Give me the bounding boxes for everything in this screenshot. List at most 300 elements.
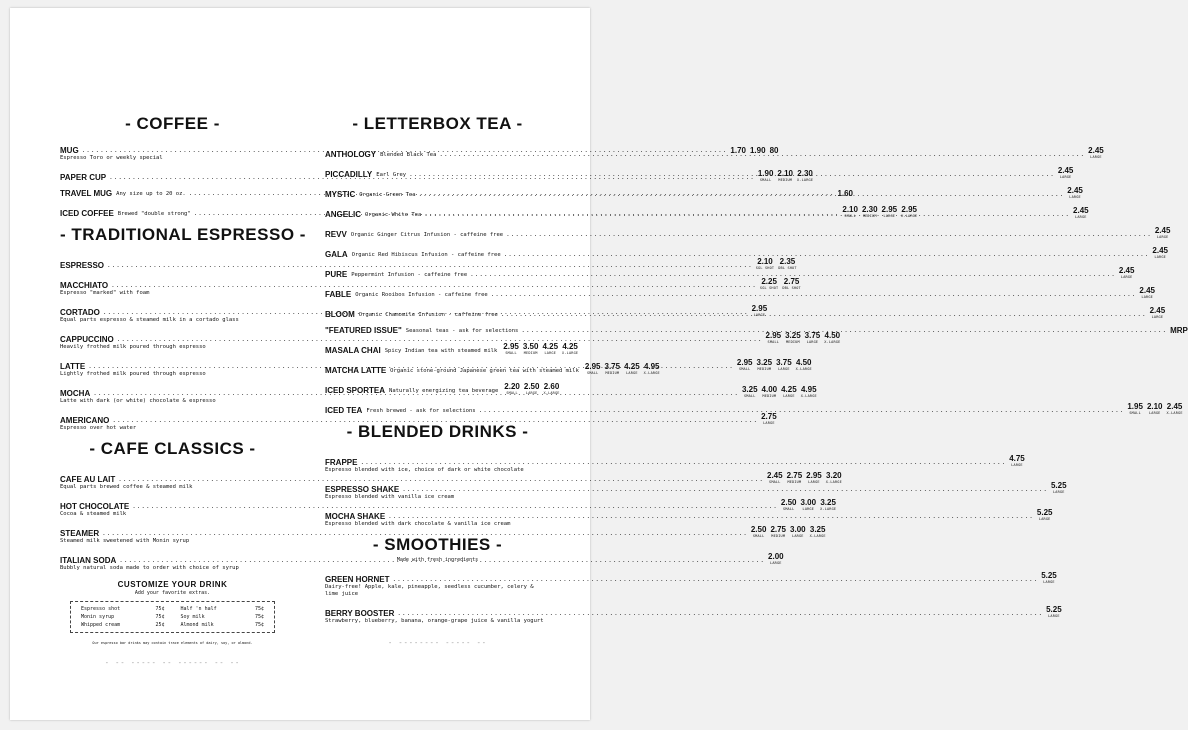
price-value: 2.30 [797,169,813,178]
price-cell [644,362,660,375]
price-value: 5.25 [1036,508,1053,517]
price-value: 2.10 [1146,402,1163,411]
price-value: 2.45 [1118,266,1135,275]
size-label: MEDIUM [778,178,793,182]
item-name: ANTHOLOGY [325,150,377,159]
price-value: 2.50 [523,382,540,391]
price-value: 80 [769,146,779,155]
size-label: X-LARGE [901,214,918,218]
item-line [325,342,579,355]
price-cell [1170,326,1188,335]
size-label: LARGE [783,394,795,398]
size-label: LARGE [792,534,804,538]
price-cell [1139,286,1155,299]
menu-item-featured-issue [325,326,1188,335]
item-prices [1058,166,1074,179]
item-line [60,277,801,290]
price-cell [1147,402,1163,415]
item-description-inline: Organic Chamomile Infusion - caffeine free [358,312,498,318]
price-value: 5.25 [1046,605,1062,614]
size-label: LARGE [1075,215,1087,219]
price-cell [1067,186,1083,199]
size-label: X-LARGE [809,534,826,538]
item-description-inline: Organic Rooibos Infusion - caffeine free [355,292,488,298]
price-value: 4.50 [795,358,812,367]
price-cell [1009,454,1025,467]
size-label: SMALL [752,534,765,538]
section-title-smoothies: - SMOOTHIES - [372,535,503,554]
extra-item [181,622,265,628]
size-label: LARGE [808,480,820,484]
size-label: MEDIUM [605,371,620,375]
item-name: CAFE AU LAIT [60,475,116,484]
item-description: Strawberry, blueberry, banana, orange-grape juice & vanilla yogurt [325,618,544,624]
price-value: 2.20 [504,382,520,391]
price-value: 4.95 [800,385,817,394]
item-description-inline: Earl Grey [376,172,407,178]
item-description: Heavily frothed milk poured through espresso [60,344,206,350]
price-cell [770,525,786,538]
dot-leader [397,610,1043,618]
item-line [60,257,797,270]
item-name: LATTE [60,362,86,371]
price-value: 3.50 [522,342,539,351]
price-cell [757,358,773,371]
item-name: "FEATURED ISSUE" [325,326,402,335]
customize-subtitle: Add your favorite extras. [134,590,211,596]
price-cell [543,382,559,395]
price-value: 5.25 [1050,481,1067,490]
size-label: LARGE [626,371,638,375]
price-cell [1051,481,1067,494]
price-cell [1167,402,1183,415]
item-name: MASALA CHAI [325,346,381,355]
dot-leader [424,211,1070,219]
size-label: X-LARGE [643,371,660,375]
size-label: SMALL [738,367,751,371]
item-description-inline: Organic stone-ground Japanese green tea with steamed milk [390,368,579,374]
dot-leader [479,407,1125,415]
price-value: 1.60 [837,189,854,198]
price-value: 3.75 [604,362,621,371]
price-value: 4.25 [781,385,797,394]
item-line [325,402,1183,415]
extra-price: 75¢ [155,606,165,612]
allergen-note: Our espresso bar drinks may contain trace elements of dairy, soy, or almond. [92,641,253,645]
menu-item-berry-booster [325,605,1062,625]
price-cell [1127,402,1143,415]
size-label: LARGE [1151,315,1164,319]
item-prices [1041,571,1057,584]
price-value: 2.45 [1154,226,1171,235]
item-name: HOT CHOCOLATE [60,502,130,511]
price-cell [542,342,558,355]
item-description: Equal parts brewed coffee & steamed milk [60,484,193,490]
size-label: X-LARGE [1166,411,1183,415]
item-prices [1119,266,1135,279]
size-label: X-LARGE [820,507,837,511]
menu-item-gala [325,246,1168,259]
size-label: LARGE [1154,255,1166,259]
dot-leader [419,191,1065,199]
size-label: LARGE [1053,490,1065,494]
price-cell [1152,246,1168,259]
item-name: MOCHA SHAKE [325,512,386,521]
customize-title: CUSTOMIZE YOUR DRINK [117,580,228,589]
item-prices [767,471,842,484]
price-value: 2.45 [1152,246,1168,255]
section-title-blended-drinks: - BLENDED DRINKS - [346,422,529,441]
item-name: CAPPUCCINO [60,335,114,344]
size-label: DBL SHOT [782,286,801,290]
item-name: BERRY BOOSTER [325,609,395,618]
price-value: MRP [1170,326,1188,335]
size-label: X-LARGE [543,391,560,395]
item-prices [1150,306,1166,319]
price-value: 3.00 [800,498,817,507]
item-description-inline: Naturally energizing tea beverage [389,388,499,394]
item-name: ESPRESSO SHAKE [325,485,400,494]
price-value: 4.25 [624,362,640,371]
item-prices [503,342,578,355]
size-label: MEDIUM [787,480,802,484]
extra-price: 75¢ [254,614,264,620]
extra-name: Almond milk [180,622,214,628]
price-cell [820,498,836,511]
dot-leader [470,271,1116,279]
size-label: MEDIUM [785,340,800,344]
price-value: 3.00 [790,525,806,534]
item-name: ICED COFFEE [60,209,114,218]
price-cell [1046,605,1062,618]
price-cell [801,498,817,511]
item-prices [585,362,660,375]
price-cell [1088,146,1104,159]
item-prices [737,358,812,371]
extra-price: 25¢ [155,622,165,628]
item-description: Espresso Toro or weekly special [60,155,163,161]
item-description: Bubbly natural soda made to order with choice of syrup [60,565,239,571]
price-value: 3.25 [820,498,836,507]
price-value: 2.50 [780,498,797,507]
price-cell [767,471,783,484]
item-prices [742,385,817,398]
menu-item-frappe [325,454,1025,474]
item-prices [1073,206,1089,219]
price-cell [768,552,784,565]
item-description-inline: Spicy Indian tea with steamed milk [384,348,498,354]
item-description: Espresso "marked" with foam [60,290,150,296]
price-value: 1.95 [1127,402,1143,411]
price-value: 3.25 [785,331,801,340]
item-name: CORTADO [60,308,100,317]
dot-leader [388,513,1034,521]
price-cell [742,385,758,398]
price-cell [1058,166,1074,179]
item-prices [781,498,836,511]
size-label: SMALL [767,340,780,344]
price-value: 2.45 [1073,206,1089,215]
section-title-cafe-classics: - CAFE CLASSICS - [89,439,256,458]
size-label: LARGE [1069,195,1081,199]
section-title-letterbox-tea: - LETTERBOX TEA - [352,114,523,133]
price-value: 2.45 [1139,286,1155,295]
item-description-inline: Blended Black Tea [380,152,437,158]
price-value: 2.95 [765,331,782,340]
item-description-inline: Organic Ginger Citrus Infusion - caffeine free [350,232,504,238]
item-line [60,525,826,538]
size-label: SMALL [743,394,756,398]
item-description-inline: Peppermint Infusion - caffeine free [351,272,468,278]
price-value: 2.75 [786,471,803,480]
item-name: MOCHA [60,389,91,398]
size-label: SMALL [505,351,517,355]
size-label: MEDIUM [757,367,772,371]
price-cell [762,385,778,398]
size-label: LARGE [778,367,790,371]
size-label: LARGE [1156,235,1169,239]
dot-leader [402,486,1048,494]
item-name: ANGELIC [325,210,361,219]
dot-leader [521,327,1167,335]
price-value: 2.30 [861,205,878,214]
extra-name: Espresso shot [81,606,121,612]
price-value: 2.95 [503,342,519,351]
item-prices [504,382,559,395]
extras-box [70,601,275,633]
price-value: 2.50 [750,525,767,534]
size-label: LARGE [1141,295,1153,299]
item-description-inline: Any size up to 20 oz. [116,191,186,197]
item-description: Espresso blended with vanilla ice cream [325,494,455,500]
item-description: Cocoa & steamed milk [60,511,127,517]
size-label: LARGE [1038,517,1051,521]
price-cell [751,525,767,538]
menu-item-espresso [60,257,797,270]
price-value: 2.75 [761,412,777,421]
size-label: SMALL [586,371,599,375]
size-label: SMALL [769,480,781,484]
price-value: 4.95 [643,362,660,371]
item-prices [751,525,826,538]
item-line [325,571,1057,584]
item-line [325,605,1062,618]
item-name: MATCHA LATTE [325,366,387,375]
price-cell [737,358,753,371]
item-name: PICCADILLY [325,170,373,179]
item-name: STEAMER [60,529,100,538]
item-name: ICED SPORTEA [325,386,386,395]
item-name: ITALIAN SODA [60,556,117,565]
price-value: 3.25 [741,385,758,394]
price-value: 2.95 [881,205,898,214]
extra-name: Whipped cream [81,622,121,628]
size-label: X-LARGE [824,340,841,344]
extra-item [81,614,165,620]
item-line [325,362,660,375]
price-cell [1041,571,1057,584]
size-label: LARGE [1120,275,1133,279]
price-value: 2.45 [1149,306,1166,315]
item-line [60,471,842,484]
size-label: LARGE [753,313,766,317]
item-description: Latte with dark (or white) chocolate & espresso [60,398,216,404]
item-prices [1009,454,1025,467]
price-cell [524,382,540,395]
item-name: BLOOM [325,310,355,319]
dot-leader [409,171,1055,179]
size-label: LARGE [883,214,896,218]
price-value: 2.95 [736,358,753,367]
size-label: LARGE [1011,463,1023,467]
dot-leader [506,231,1152,239]
item-prices [1139,286,1155,299]
section-title-traditional-espresso: - TRADITIONAL ESPRESSO - [60,225,306,244]
item-name: MUG [60,146,79,155]
price-value: 1.70 [730,146,746,155]
item-description-inline: Organic Green Tea [359,192,416,198]
price-value: 2.60 [543,382,560,391]
size-label: LARGE [806,340,819,344]
size-label: LARGE [525,391,538,395]
item-prices [1127,402,1182,415]
price-value: 4.25 [562,342,578,351]
item-description: Lightly frothed milk poured through espresso [60,371,206,377]
price-value: 4.00 [761,385,778,394]
price-value: 3.25 [809,525,826,534]
item-prices [1037,508,1053,521]
price-value: 2.95 [901,205,917,214]
price-value: 2.35 [779,257,796,266]
price-value: 2.75 [783,277,800,286]
price-value: 2.95 [751,304,768,313]
menu-item-green-hornet [325,571,1057,598]
dot-leader [504,251,1150,259]
price-cell [1119,266,1135,279]
menu-item-revv [325,226,1171,239]
item-description-inline: Brewed "double strong" [117,211,191,217]
price-value: 5.25 [1041,571,1057,580]
extra-item [181,614,265,620]
price-value: 4.25 [542,342,559,351]
price-cell [826,471,842,484]
price-cell [810,525,826,538]
price-cell [585,362,601,375]
price-cell [1073,206,1089,219]
price-value: 2.45 [1088,146,1104,155]
item-description: Espresso blended with dark chocolate & vanilla ice cream [325,521,511,527]
item-name: MACCHIATO [60,281,109,290]
size-label: LARGE [1090,155,1102,159]
extra-name: Monin syrup [81,614,115,620]
price-cell [790,525,806,538]
size-label: SMALL [844,214,856,218]
item-name: REVV [325,230,347,239]
cut-off-heading: - -- ----- -- ------ -- -- [104,659,241,667]
item-description-inline: Organic White Tea [365,212,422,218]
price-value: 4.75 [1009,454,1025,463]
size-label: LARGE [802,507,815,511]
size-label: MEDIUM [862,214,877,218]
item-name: AMERICANO [60,416,110,425]
dot-leader [491,291,1137,299]
size-label: MEDIUM [771,534,786,538]
extra-price: 75¢ [254,606,264,612]
item-name: GALA [325,250,348,259]
price-value: 2.10 [842,205,858,214]
price-value: 1.90 [757,169,774,178]
menu-page [10,8,1188,720]
dot-leader [360,459,1006,467]
item-prices [768,552,784,565]
price-value: 2.25 [761,277,777,286]
size-label: LARGE [544,351,557,355]
item-prices [1170,326,1188,335]
size-label: X-LARGE [800,394,817,398]
item-name: GREEN HORNET [325,575,390,584]
item-name: MYSTIC [325,190,356,199]
size-label: LARGE [1148,411,1161,415]
size-label: LARGE [770,561,782,565]
extra-price: 75¢ [155,614,165,620]
size-label: SGL SHOT [759,286,779,290]
item-description: Espresso over hot water [60,425,137,431]
price-value: 2.45 [1166,402,1183,411]
item-prices [1155,226,1171,239]
price-cell [523,342,539,355]
size-label: SMALL [759,178,772,182]
item-line [325,226,1171,239]
section-subtitle: Made with fresh ingredients [396,557,479,563]
item-description: Equal parts espresso & steamed milk in a cortado glass [60,317,239,323]
price-value: 3.20 [826,471,842,480]
price-value: 3.75 [804,331,821,340]
price-cell [562,342,578,355]
extra-item [81,606,165,612]
menu-item-iced-sportea [325,382,560,395]
price-cell [776,358,792,371]
price-value: 3.25 [756,358,773,367]
item-line [325,454,1025,467]
price-value: 2.95 [806,471,822,480]
extra-item [81,622,165,628]
size-label: SMALL [1129,411,1141,415]
item-prices [1088,146,1104,159]
size-label: X-LARGE [795,367,812,371]
item-description: Espresso blended with ice, choice of dark or white chocolate [325,467,524,473]
price-cell [1155,226,1171,239]
price-cell [504,382,520,395]
price-value: 2.10 [757,257,773,266]
customize-section [60,580,285,667]
item-line [60,498,837,511]
item-name: PURE [325,270,348,279]
item-name: FRAPPE [325,458,358,467]
extra-name: Half 'n half [180,606,217,612]
price-value: 2.95 [584,362,601,371]
item-description: Steamed milk sweetened with Monin syrup [60,538,190,544]
price-value: 2.45 [767,471,783,480]
item-description: Dairy-free! Apple, kale, pineapple, seedless cucumber, celery & lime juice [325,584,534,597]
item-prices [1067,186,1083,199]
size-label: LARGE [763,421,775,425]
size-label: MEDIUM [523,351,538,355]
menu-item-matcha-latte [325,362,660,375]
size-label: LARGE [1048,614,1060,618]
size-label: SMALL [782,507,795,511]
extra-price: 75¢ [254,622,264,628]
item-prices [1152,246,1168,259]
